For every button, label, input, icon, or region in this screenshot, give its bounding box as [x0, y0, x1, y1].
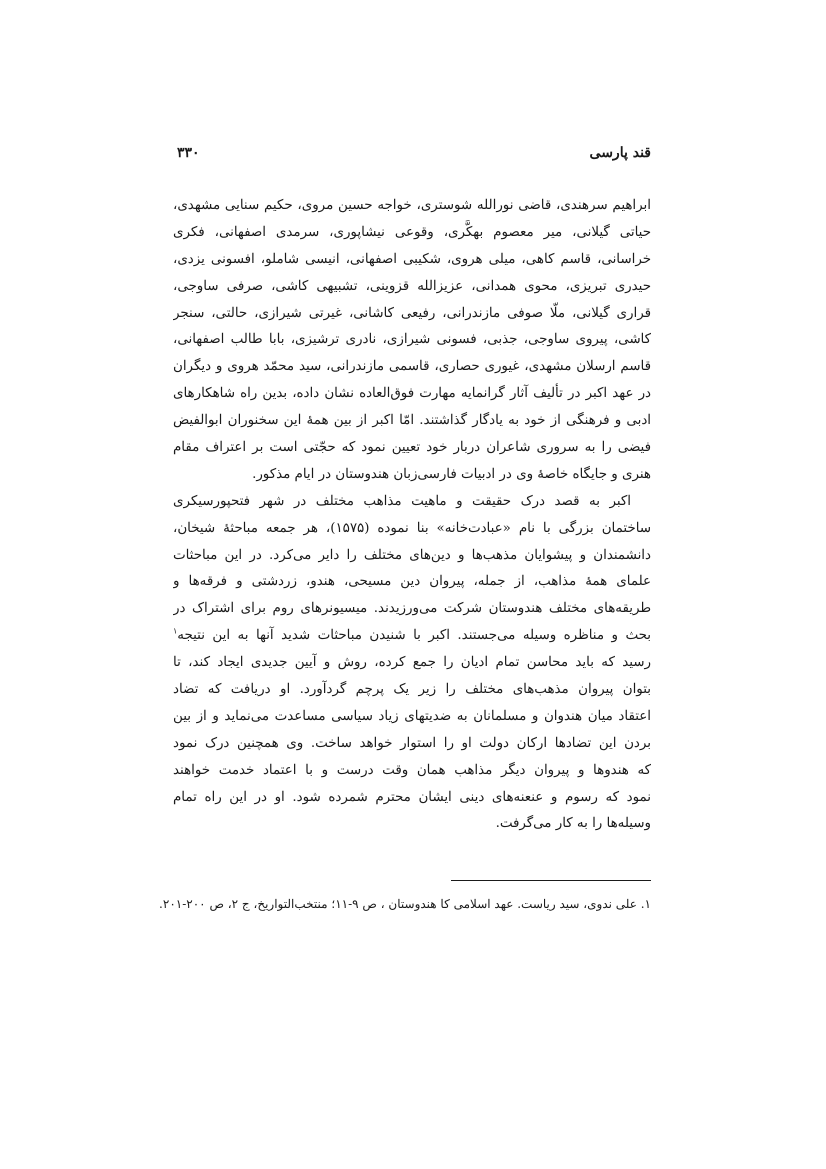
text-line: علمای همهٔ مذاهب، از جمله، پیروان دین مسیحی، هندو، زردشتی و فرقه‌ها و	[173, 574, 651, 590]
text-line: ابراهیم سرهندی، قاضی نورالله شوستری، خواجه حسین مروی، حکیم سنایی مشهدی،	[173, 198, 651, 213]
text-line: طریقه‌های مختلف هندوستان شرکت می‌ورزیدند. میسیونرهای روم برای اشتراک در	[173, 601, 651, 617]
text-line: اعتقاد میان هندوان و مسلمانان به ضدیتهای زیاد سیاسی مساعدت می‌نماید و از بین	[173, 708, 651, 724]
text-line: نمود که رسوم و عنعنه‌های دینی ایشان محترم شمرده شود. او در این راه تمام	[173, 789, 651, 805]
text-line: قراری گیلانی، ملّا صوفی مازندرانی، رفیعی کاشانی، غیرتی شیرازی، حالتی، سنجر	[173, 305, 651, 321]
text-line: بتوان پیروان مذهب‌های مختلف را زیر یک پرچم گردآورد. او دریافت که تضاد	[173, 682, 651, 698]
text-line: حیاتی گیلانی، میر معصوم بهکَّری، وقوعی نیشاپوری، سرمدی اصفهانی، فکری	[173, 224, 651, 240]
text-line: که هندوها و پیروان دیگر مذاهب همان وقت درست و با اعتماد خدمت خواهند	[173, 762, 651, 778]
text-line: رسید که باید محاسن تمام ادیان را جمع کرده، روش و آیین جدیدی ایجاد کند، تا	[173, 655, 651, 671]
body-text	[173, 193, 651, 838]
text-line: کاشی، پیروی ساوجی، جذبی، فسونی شیرازی، نادری ترشیزی، بابا طالب اصفهانی،	[173, 332, 651, 348]
paragraph-first-line: اکبر به قصد درک حقیقت و ماهیت مذاهب مختلف در شهر فتحپورسیکری	[173, 493, 631, 509]
text-line: فیضی را به سروری شاعران دربار خود تعیین نمود که حجّتی است بر اعتراف مقام	[173, 440, 651, 456]
text-line: ساختمان بزرگی با نام «عبادت‌خانه» بنا نموده (۱۵۷۵)، هر جمعه مباحثهٔ شیخان،	[173, 520, 651, 536]
book-title: قند پارسی	[589, 145, 651, 161]
text-line: هنری و جایگاه خاصهٔ وی در ادبیات فارسی‌زبان هندوستان در ایام مذکور.	[252, 466, 651, 482]
page-number: ۳۳۰	[177, 145, 200, 161]
text-line: خراسانی، قاسم کاهی، میلی هروی، شکیبی اصفهانی، انیسی شاملو، افسونی یزدی،	[173, 251, 651, 267]
footnote: ۱. علی ندوی، سید ریاست. عهد اسلامی کا هندوستان ، ص ۹-۱۱؛ منتخب‌التواریخ، ج ۲، ص ۲۰۰-۲۰۱.	[159, 897, 651, 911]
text-line: قاسم ارسلان مشهدی، غیوری حصاری، قاسمی مازندرانی، سید محمّد هروی و دیگران	[173, 359, 651, 375]
text-line: در عهد اکبر در تألیف آثار گرانمایه مهارت فوق‌العاده نشان داده، بدین راه شاهکارهای	[173, 386, 651, 402]
footnote-divider	[451, 880, 651, 881]
text-line: ادبی و فرهنگی از خود به یادگار گذاشتند. امّا اکبر از بین همهٔ این سخنوران ابوالفیض	[173, 413, 651, 429]
text-line-with-footnote	[173, 623, 651, 650]
running-header	[173, 141, 651, 165]
text-line: بردن این تضادها ارکان دولت او را استوار خواهد ساخت. وی همچنین درک نمود	[173, 735, 651, 751]
footnote-marker: ۱	[173, 626, 178, 636]
text-line: دانشمندان و پیشوایان مذهب‌ها و دین‌های مختلف را دایر می‌کرد. در این مباحثات	[173, 547, 651, 563]
text-line-part: بحث و مناظره وسیله می‌جستند. اکبر با شنیدن مباحثات شدید آنها به این نتیجه	[177, 628, 651, 644]
text-line: حیدری تبریزی، محوی همدانی، عزیزالله قزوینی، تشبیهی کاشی، صرفی ساوجی،	[173, 278, 651, 294]
text-line: وسیله‌ها را به کار می‌گرفت.	[495, 816, 651, 832]
